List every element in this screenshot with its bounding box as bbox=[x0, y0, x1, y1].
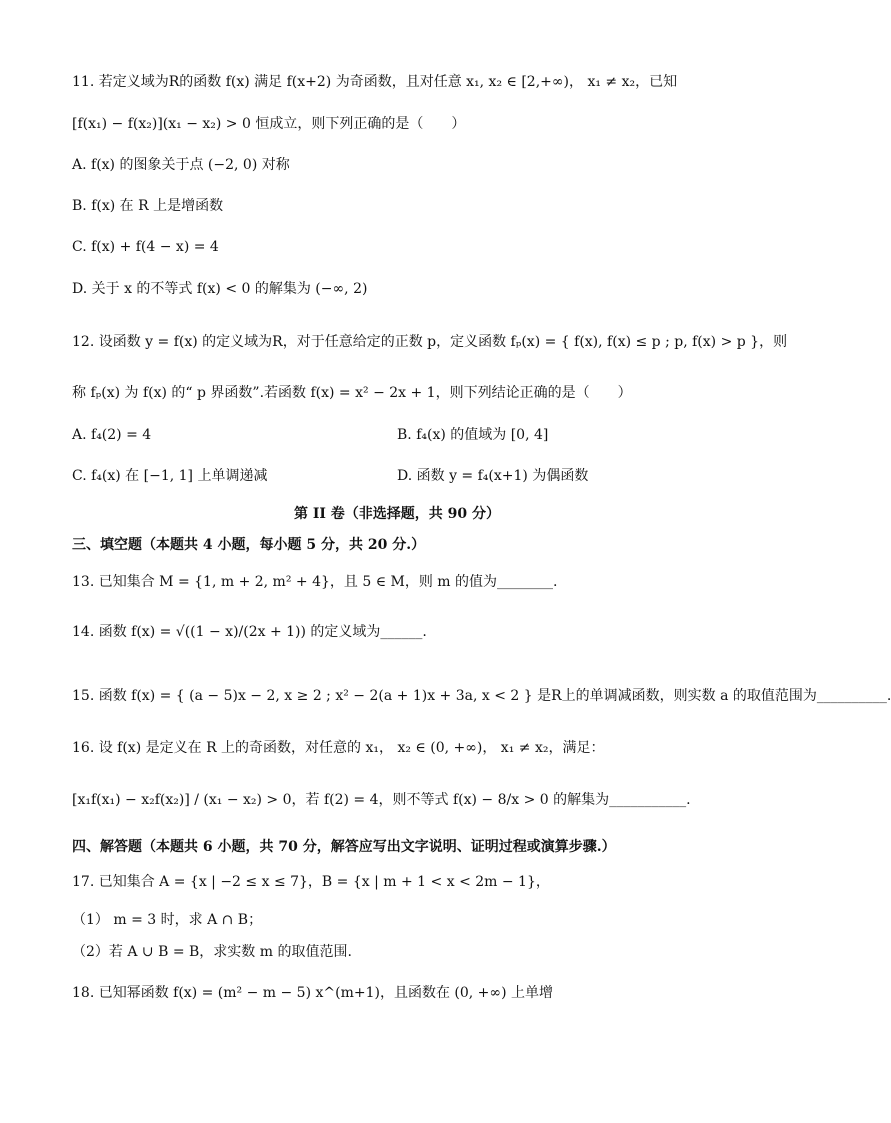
q17-part1: （1） m = 3 时，求 A ∩ B； bbox=[72, 912, 263, 928]
q11-option-d: D. 关于 x 的不等式 f(x) < 0 的解集为 (−∞, 2) bbox=[72, 281, 368, 297]
q12-option-a: A. f₄(2) = 4 bbox=[72, 427, 152, 443]
q18: 18. 已知幂函数 f(x) = (m² − m − 5) x^(m+1)，且函数在 (0, +∞) 上单增 bbox=[72, 985, 553, 1001]
q13: 13. 已知集合 M = {1, m + 2, m² + 4}，且 5 ∈ M，则 m 的值为________. bbox=[72, 574, 558, 590]
q11-option-b: B. f(x) 在 R 上是增函数 bbox=[72, 198, 224, 214]
section4-title: 四、解答题（本题共 6 小题，共 70 分，解答应写出文字说明、证明过程或演算步骤.） bbox=[72, 839, 616, 855]
q12-option-c: C. f₄(x) 在 [−1, 1] 上单调递减 bbox=[72, 468, 268, 484]
q17-part2: （2）若 A ∪ B = B，求实数 m 的取值范围. bbox=[72, 944, 352, 960]
part2-title: 第 II 卷（非选择题，共 90 分） bbox=[293, 506, 501, 522]
q15: 15. 函数 f(x) = { (a − 5)x − 2, x ≥ 2 ; x² − 2(a + 1)x + 3a, x < 2 } 是R上的单调减函数，则实数 a 的取值范围为__________. bbox=[72, 688, 891, 704]
q12-line1: 12. 设函数 y = f(x) 的定义域为R，对于任意给定的正数 p，定义函数 fₚ(x) = { f(x), f(x) ≤ p ; p, f(x) > p }，则 bbox=[72, 334, 788, 350]
q12-option-d: D. 函数 y = f₄(x+1) 为偶函数 bbox=[397, 468, 589, 484]
q16-line2: [x₁f(x₁) − x₂f(x₂)] / (x₁ − x₂) > 0，若 f(2) = 4，则不等式 f(x) − 8/x > 0 的解集为___________. bbox=[72, 792, 691, 808]
q11-line2: [f(x₁) − f(x₂)](x₁ − x₂) > 0 恒成立，则下列正确的是（ ） bbox=[72, 116, 466, 132]
q11-line1: 11. 若定义域为R的函数 f(x) 满足 f(x+2) 为奇函数，且对任意 x₁, x₂ ∈ [2,+∞)， x₁ ≠ x₂，已知 bbox=[72, 74, 678, 90]
q12-line2: 称 fₚ(x) 为 f(x) 的“ p 界函数”.若函数 f(x) = x² − 2x + 1，则下列结论正确的是（ ） bbox=[72, 385, 632, 401]
section3-title: 三、填空题（本题共 4 小题，每小题 5 分，共 20 分.） bbox=[72, 537, 426, 553]
q11-option-c: C. f(x) + f(4 − x) = 4 bbox=[72, 239, 219, 255]
q17-line1: 17. 已知集合 A = {x | −2 ≤ x ≤ 7}，B = {x | m + 1 < x < 2m − 1}， bbox=[72, 874, 550, 890]
q16-line1: 16. 设 f(x) 是定义在 R 上的奇函数，对任意的 x₁， x₂ ∈ (0, +∞)， x₁ ≠ x₂，满足： bbox=[72, 740, 605, 756]
q11-option-a: A. f(x) 的图象关于点 (−2, 0) 对称 bbox=[72, 157, 290, 173]
q14: 14. 函数 f(x) = √((1 − x)/(2x + 1)) 的定义域为______. bbox=[72, 624, 427, 640]
q12-option-b: B. f₄(x) 的值域为 [0, 4] bbox=[397, 427, 549, 443]
